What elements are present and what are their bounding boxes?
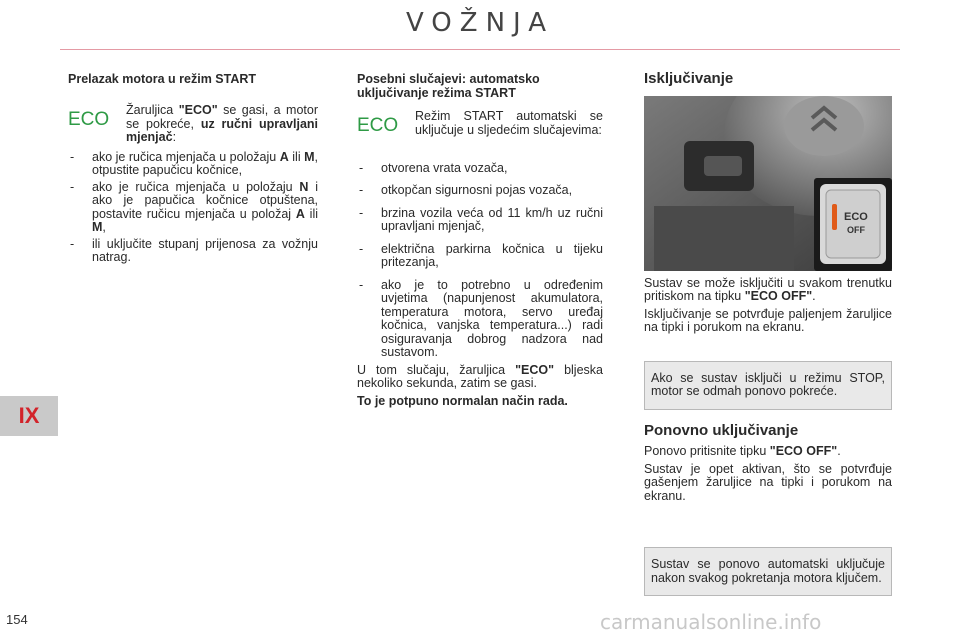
switch-off-confirmation: Isključivanje se potvrđuje paljenjem žaruljice na tipki i porukom na ekranu. bbox=[644, 306, 892, 334]
section-heading-special: Posebni slučajevi: automatsko uključivanje režima START bbox=[357, 72, 540, 100]
switch-on-paragraph: Ponovo pritisnite tipku "ECO OFF". bbox=[644, 444, 841, 458]
start-conditions-list bbox=[68, 151, 318, 265]
dashboard-illustration bbox=[644, 96, 892, 271]
eco-off-label-eco: ECO bbox=[844, 210, 868, 223]
list-item: - otkopčan sigurnosni pojas vozača, bbox=[357, 184, 603, 198]
column-switch-off bbox=[644, 72, 892, 596]
auto-reactivation-note-box: Sustav se ponovo automatski uključuje nakon svakog pokretanja motora ključem. bbox=[644, 547, 892, 596]
list-item: - ili uključite stupanj prijenosa za vožnju natrag. bbox=[68, 238, 318, 265]
section-heading-start: Prelazak motora u režim START bbox=[68, 72, 257, 86]
page-title: VOŽNJA bbox=[405, 8, 555, 38]
eco-blink-paragraph: U tom slučaju, žaruljica "ECO" bljeska nekoliko sekunda, zatim se gasi. bbox=[357, 362, 603, 390]
page-number: 154 bbox=[6, 612, 28, 627]
eco-off-label-off: OFF bbox=[847, 224, 865, 235]
eco-icon bbox=[68, 104, 126, 145]
list-item: - ako je ručica mjenjača u položaju N i ako je papučica kočnice otpuštena, postavite ručicu mjenjača u položaj A ili M, bbox=[68, 181, 318, 235]
switch-off-paragraph: Sustav se može isključiti u svakom trenutku pritiskom na tipku "ECO OFF". bbox=[644, 275, 892, 303]
restart-note-box: Ako se sustav isključi u režimu STOP, motor se odmah ponovo pokreće. bbox=[644, 361, 892, 410]
section-heading-off: Isključivanje bbox=[644, 70, 734, 87]
normal-operation-note: To je potpuno normalan način rada. bbox=[357, 393, 568, 408]
chapter-tab bbox=[0, 396, 58, 436]
chapter-label: IX bbox=[18, 403, 40, 428]
eco-description: Žaruljica "ECO" se gasi, a motor se pokreće, uz ručni upravljani mjenjač: bbox=[126, 103, 318, 144]
section-heading-on: Ponovno uključivanje bbox=[644, 421, 799, 439]
eco-description: Režim START automatski se uključuje u sljedećim slučajevima: bbox=[415, 109, 603, 137]
list-item: - brzina vozila veća od 11 km/h uz ručni upravljani mjenjač, bbox=[357, 207, 603, 234]
eco-icon-text: ECO bbox=[357, 115, 399, 136]
switch-on-confirmation: Sustav je opet aktivan, što se potvrđuje gašenjem žaruljice na tipki i porukom na ekranu. bbox=[644, 461, 892, 503]
special-conditions-list bbox=[357, 162, 603, 360]
list-item: - ako je to potrebno u određenim uvjetima (napunjenost akumulatora, temperatura motora, servo uređaj kočnica, vanjska temperatura...) radi osiguravanja dobrog nadzora nad sustavom. bbox=[357, 279, 603, 360]
eco-indicator-row bbox=[68, 104, 318, 145]
watermark: carmanualsonline.info bbox=[600, 610, 822, 634]
eco-off-button-photo bbox=[644, 96, 892, 271]
list-item: - otvorena vrata vozača, bbox=[357, 162, 603, 176]
column-special-cases bbox=[357, 72, 603, 408]
eco-indicator-row bbox=[357, 110, 603, 140]
column-start-mode bbox=[68, 72, 318, 268]
title-divider bbox=[60, 49, 900, 50]
eco-icon bbox=[357, 110, 415, 140]
list-item: - električna parkirna kočnica u tijeku pritezanja, bbox=[357, 243, 603, 270]
eco-icon-text: ECO bbox=[68, 109, 110, 130]
list-item: - ako je ručica mjenjača u položaju A ili M, otpustite papučicu kočnice, bbox=[68, 151, 318, 178]
